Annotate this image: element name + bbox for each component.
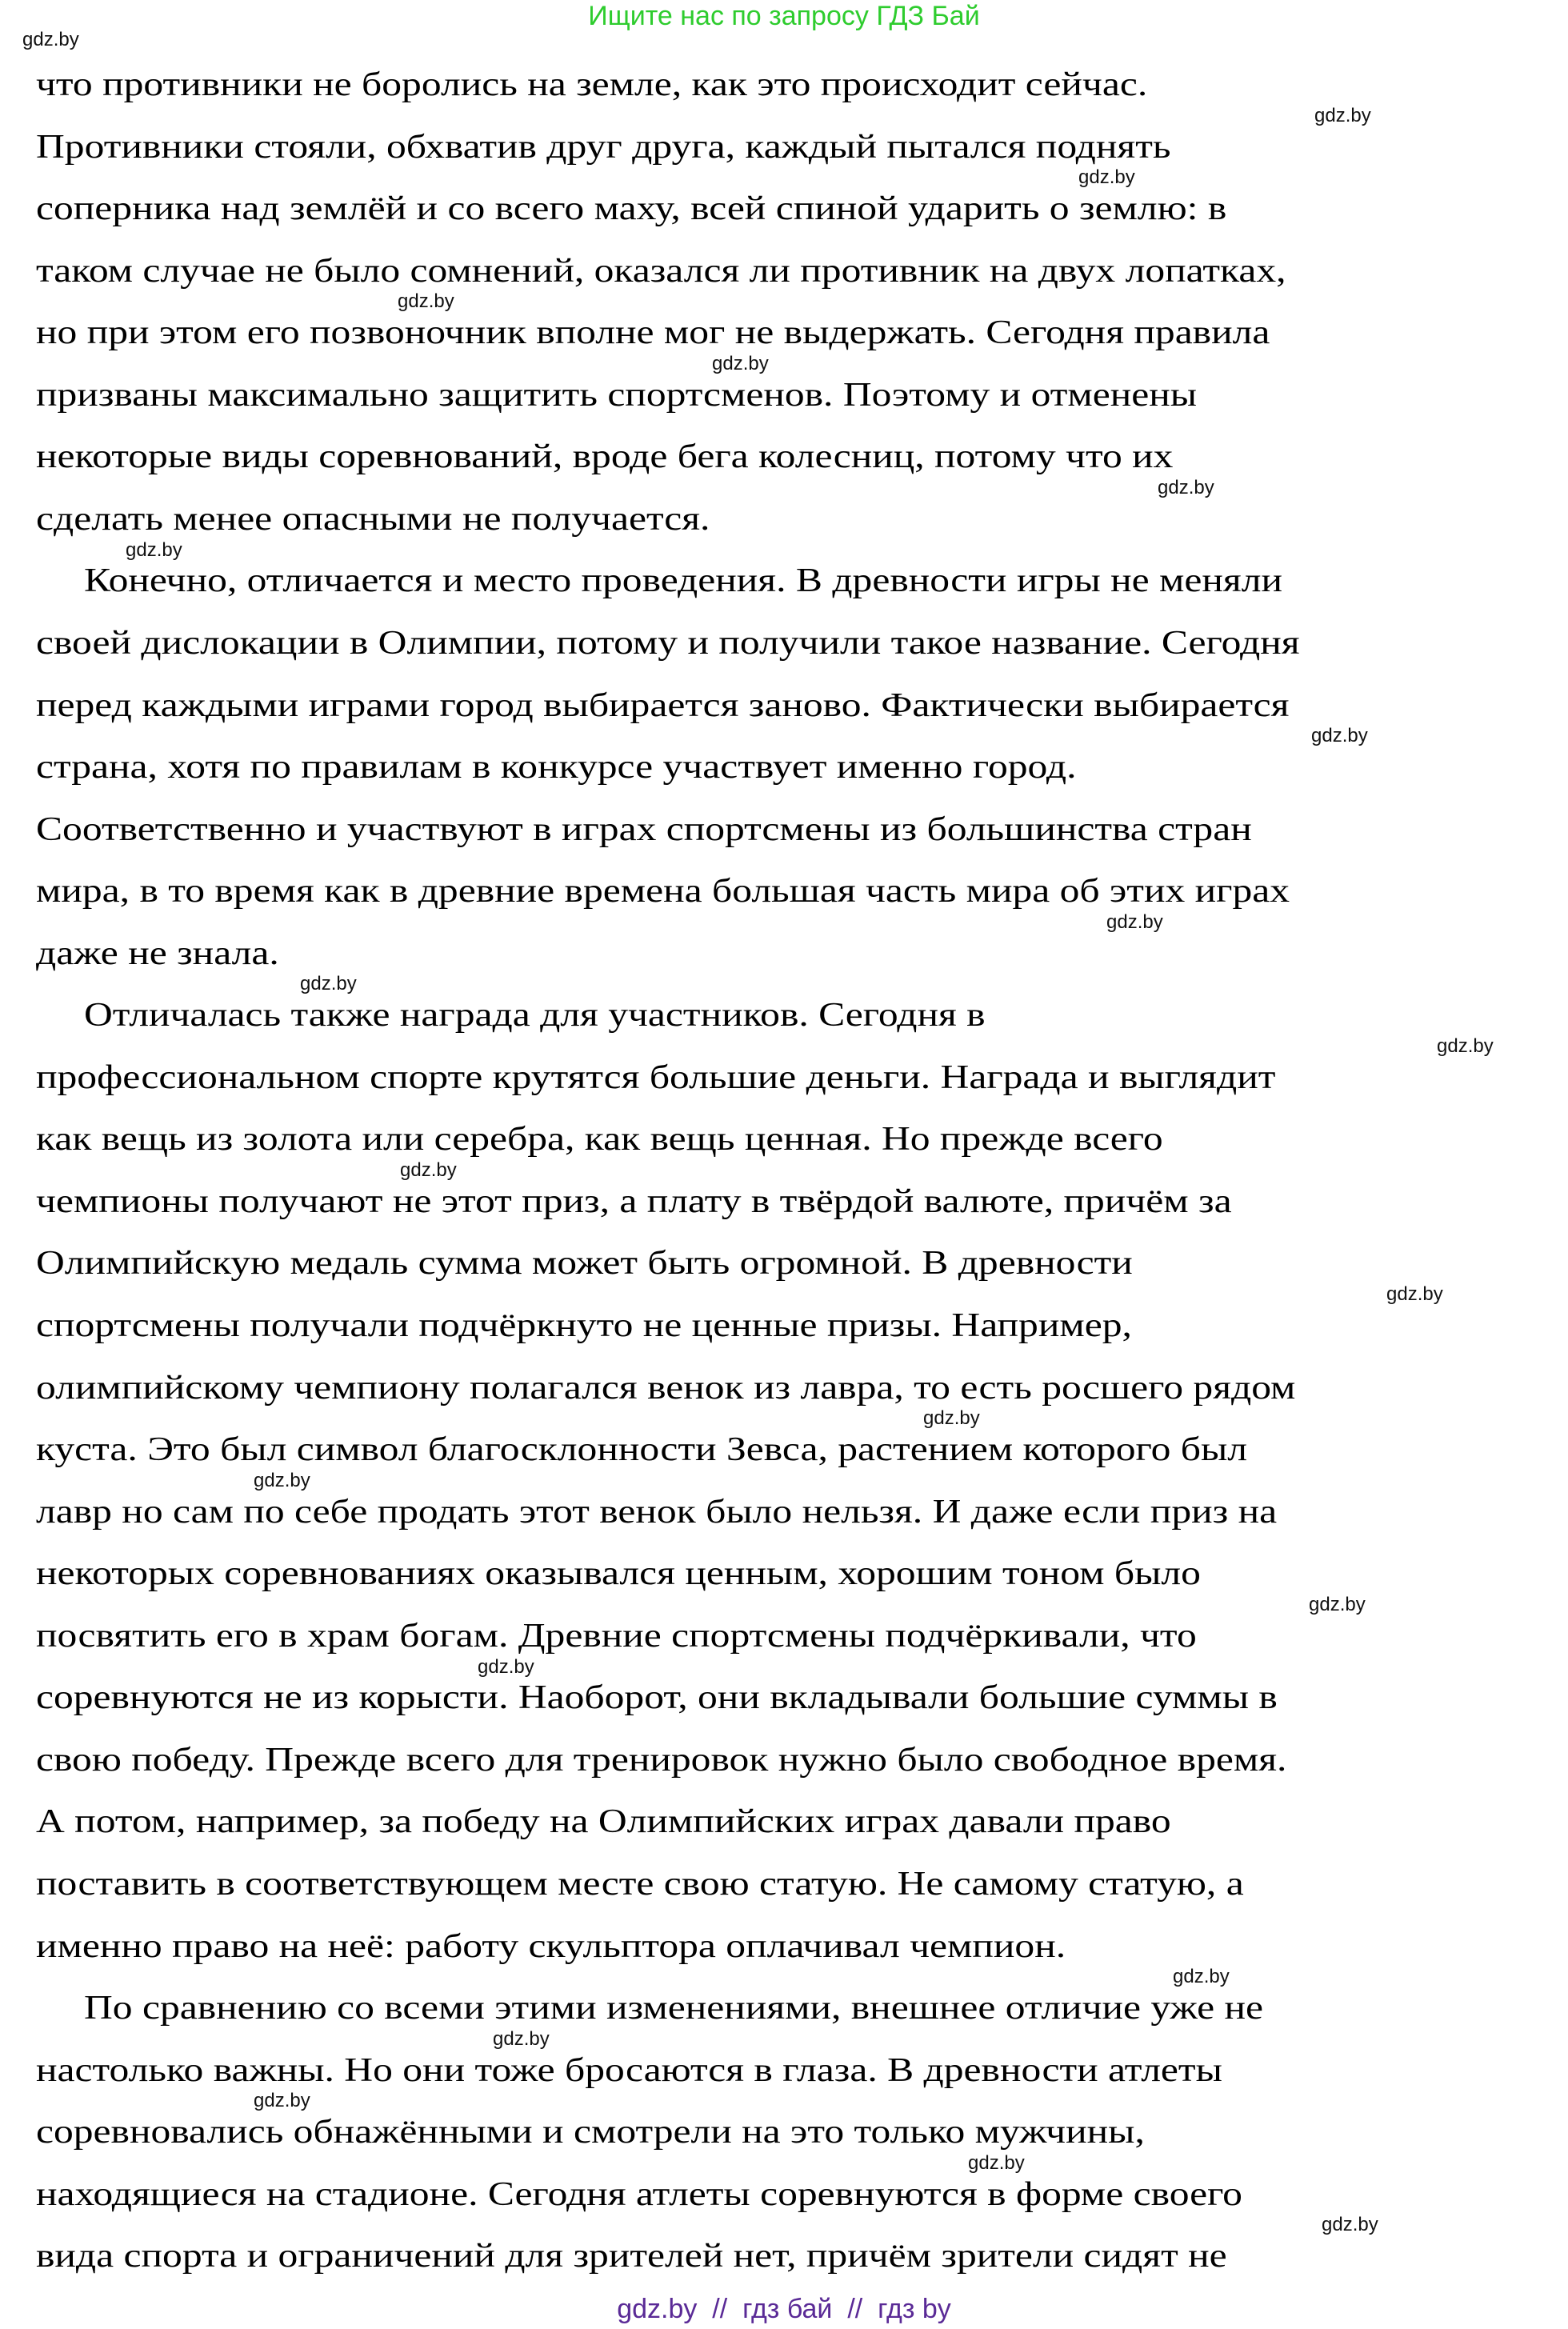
- search-banner: Ищите нас по запросу ГДЗ Бай: [588, 1, 980, 31]
- watermark-text: gdz.by: [1309, 1593, 1366, 1615]
- text-line: соревновались обнажёнными и смотрели на это только мужчины,: [36, 2114, 1145, 2151]
- watermark-text: gdz.by: [1322, 2214, 1378, 2236]
- text-line: свою победу. Прежде всего для тренировок нужно было свободное время.: [36, 1741, 1287, 1779]
- text-line: чемпионы получают не этот приз, а плату в твёрдой валюте, причём за: [36, 1183, 1232, 1220]
- watermark-text: gdz.by: [712, 352, 769, 374]
- watermark-text: gdz.by: [968, 2151, 1025, 2174]
- text-line: мира, в то время как в древние времена большая часть мира об этих играх: [36, 873, 1290, 910]
- text-line: поставить в соответствующем месте свою статую. Не самому статую, а: [36, 1865, 1244, 1903]
- watermark-text: gdz.by: [1386, 1283, 1443, 1306]
- text-line: вида спорта и ограничений для зрителей нет, причём зрители сидят не: [36, 2238, 1227, 2275]
- watermark-text: gdz.by: [1078, 166, 1135, 189]
- text-line: Олимпийскую медаль сумма может быть огромной. В древности: [36, 1245, 1133, 1283]
- text-line: некоторых соревнованиях оказывался ценным, хорошим тоном было: [36, 1555, 1201, 1593]
- text-line: таком случае не было сомнений, оказался ли противник на двух лопатках,: [36, 252, 1286, 290]
- text-line: Противники стояли, обхватив друг друга, каждый пытался поднять: [36, 128, 1171, 166]
- text-line: как вещь из золота или серебра, как вещь ценная. Но прежде всего: [36, 1121, 1163, 1158]
- text-line: По сравнению со всеми этими изменениями, внешнее отличие уже не: [84, 1990, 1264, 2027]
- text-line: Конечно, отличается и место проведения. В древности игры не меняли: [84, 562, 1282, 600]
- text-line: своей дислокации в Олимпии, потому и получили такое название. Сегодня: [36, 624, 1300, 662]
- watermark-text: gdz.by: [300, 973, 357, 995]
- watermark-text: gdz.by: [1314, 104, 1371, 126]
- text-line: сделать менее опасными не получается.: [36, 500, 710, 538]
- text-line: даже не знала.: [36, 934, 279, 972]
- watermark-text: gdz.by: [1437, 1035, 1494, 1058]
- watermark-text: gdz.by: [478, 1655, 534, 1678]
- text-line: но при этом его позвоночник вполне мог не выдержать. Сегодня правила: [36, 314, 1270, 352]
- text-line: спортсмены получали подчёркнуто не ценные призы. Например,: [36, 1307, 1132, 1344]
- watermark-text: gdz.by: [254, 1469, 310, 1491]
- watermark-text: gdz.by: [1158, 477, 1214, 499]
- text-line: Соответственно и участвуют в играх спортсмены из большинства стран: [36, 810, 1252, 848]
- text-line: некоторые виды соревнований, вроде бега колесниц, потому что их: [36, 438, 1174, 476]
- watermark-text: gdz.by: [1173, 1966, 1230, 1988]
- text-line: А потом, например, за победу на Олимпийских играх давали право: [36, 1803, 1171, 1841]
- watermark-text: gdz.by: [1311, 725, 1368, 747]
- text-line: олимпийскому чемпиону полагался венок из лавра, то есть росшего рядом: [36, 1369, 1296, 1407]
- footer-links[interactable]: gdz.by // гдз бай // гдз by: [617, 2294, 951, 2324]
- text-line: перед каждыми играми город выбирается заново. Фактически выбирается: [36, 686, 1290, 724]
- watermark-text: gdz.by: [400, 1159, 457, 1182]
- text-line: призваны максимально защитить спортсменов. Поэтому и отменены: [36, 376, 1198, 414]
- text-line: настолько важны. Но они тоже бросаются в глаза. В древности атлеты: [36, 2051, 1222, 2089]
- text-line: соревнуются не из корысти. Наоборот, они вкладывали большие суммы в: [36, 1679, 1278, 1717]
- text-line: куста. Это был символ благосклонности Зевса, растением которого был: [36, 1431, 1248, 1469]
- watermark-text: gdz.by: [398, 290, 454, 313]
- text-line: посвятить его в храм богам. Древние спортсмены подчёркивали, что: [36, 1617, 1197, 1655]
- text-line: что противники не боролись на земле, как это происходит сейчас.: [36, 66, 1148, 103]
- watermark-text: gdz.by: [254, 2090, 310, 2112]
- text-line: лавр но сам по себе продать этот венок было нельзя. И даже если приз на: [36, 1493, 1278, 1531]
- watermark-text: gdz.by: [1106, 910, 1163, 933]
- text-line: страна, хотя по правилам в конкурсе участвует именно город.: [36, 749, 1077, 786]
- text-line: профессиональном спорте крутятся большие деньги. Награда и выглядит: [36, 1058, 1276, 1096]
- watermark-text: gdz.by: [923, 1407, 980, 1430]
- text-line: именно право на неё: работу скульптора оплачивал чемпион.: [36, 1927, 1066, 1965]
- text-line: соперника над землёй и со всего маху, всей спиной ударить о землю: в: [36, 190, 1227, 228]
- watermark-text: gdz.by: [126, 538, 182, 561]
- text-line: находящиеся на стадионе. Сегодня атлеты соревнуются в форме своего: [36, 2175, 1242, 2213]
- text-line: Отличалась также награда для участников. Сегодня в: [84, 997, 986, 1034]
- watermark-text: gdz.by: [493, 2027, 550, 2050]
- watermark-text: gdz.by: [22, 29, 79, 50]
